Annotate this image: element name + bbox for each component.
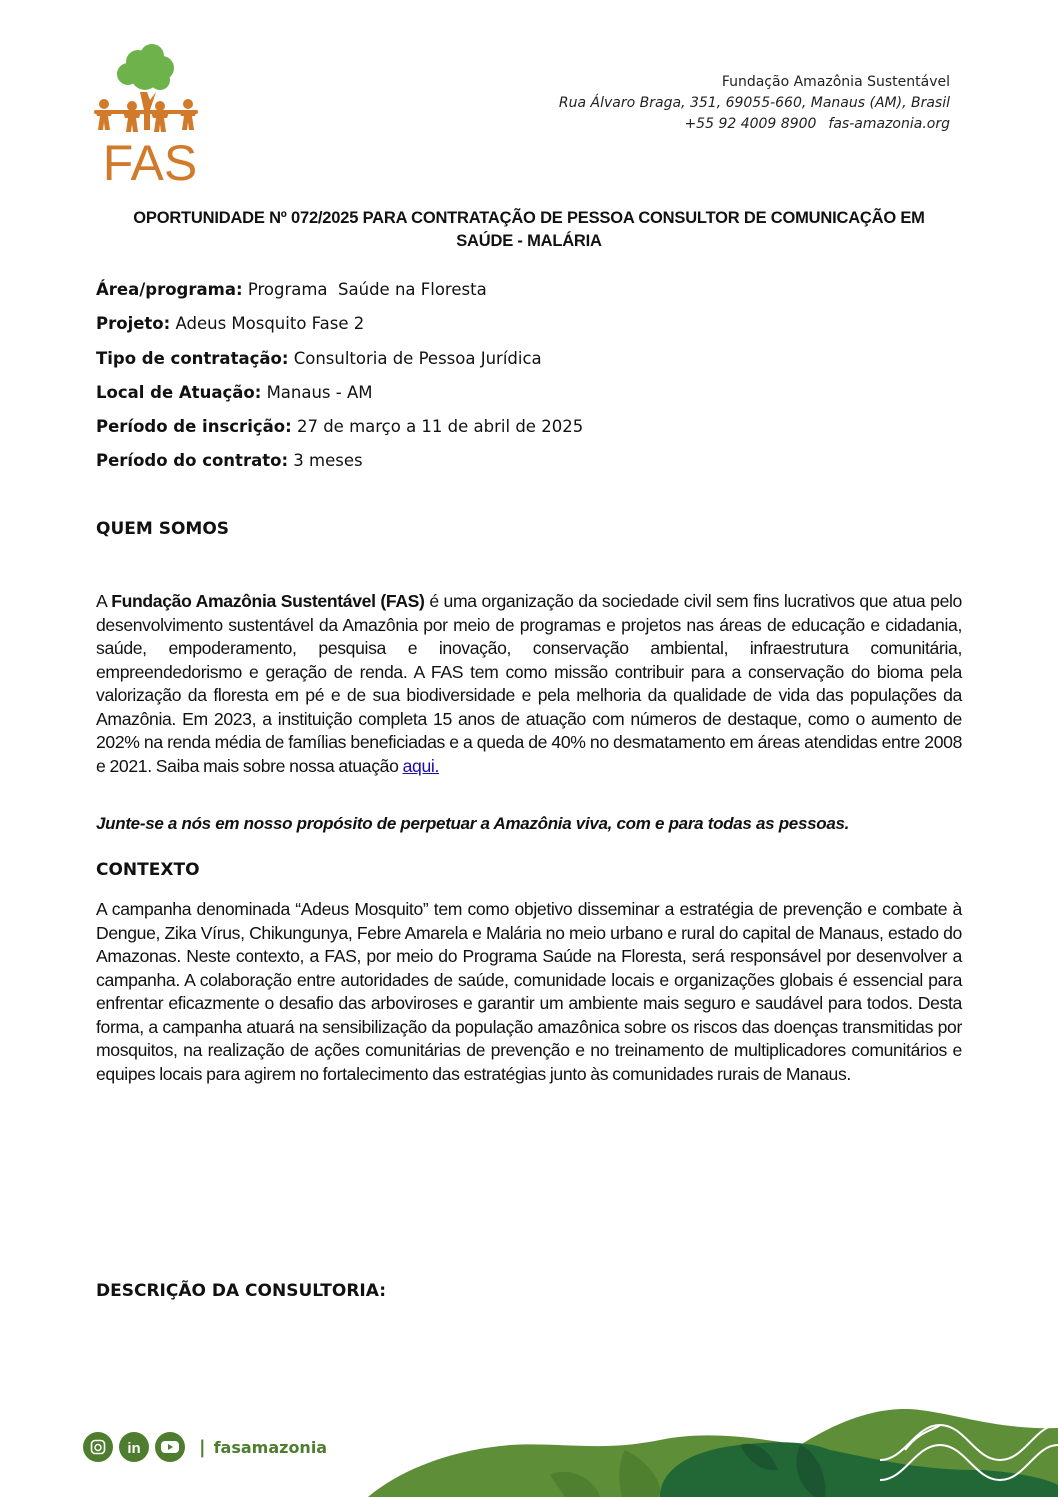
- field-periodo-contrato: [96, 449, 583, 483]
- org-address: Rua Álvaro Braga, 351, 69055-660, Manaus (AM), Brasil: [558, 95, 950, 111]
- document-title-line-1: OPORTUNIDADE Nº 072/2025 PARA CONTRATAÇÃO DE PESSOA CONSULTOR DE COMUNICAÇÃO EM: [133, 209, 925, 227]
- field-label: Período do contrato:: [96, 451, 289, 471]
- linkedin-icon[interactable]: [119, 1432, 149, 1462]
- document-title: [96, 207, 962, 253]
- quem-somos-body: é uma organização da sociedade civil sem fins lucrativos que atua pelo desenvolvimento sustentável da Amazônia por meio de programas e projetos nas áreas de educação e cidadania, saúde, empoderamento, pesquisa e inovação, conservação ambiental, infraestrutura comunitária, empreendedorismo e geração de renda. A FAS tem como missão contribuir para a conservação do bioma pela valorização da floresta em pé e de sua biodiversidade e pela melhoria da qualidade de vida das populações da Amazônia. Em 2023, a instituição completa 15 anos de atuação com números de destaque, como o aumento de 202% na renda média de famílias beneficiadas e a queda de 40% no desmatamento em áreas atendidas entre 2008 e 2021. Saiba mais sobre nossa atuação: [96, 591, 962, 776]
- section-heading-contexto: CONTEXTO: [96, 860, 200, 880]
- footer-separator: |: [199, 1436, 206, 1458]
- field-label: Área/programa:: [96, 280, 243, 299]
- instagram-icon[interactable]: [83, 1432, 113, 1462]
- learn-more-link[interactable]: aqui.: [402, 755, 439, 776]
- field-value: 27 de março a 11 de abril de 2025: [296, 417, 584, 437]
- org-name-bold: Fundação Amazônia Sustentável (FAS): [111, 591, 425, 611]
- motto-text: Junte-se a nós em nosso propósito de perpetuar a Amazônia viva, com e para todas as pessoas.: [96, 814, 850, 833]
- org-name: Fundação Amazônia Sustentável: [721, 74, 950, 90]
- contexto-paragraph: A campanha denominada “Adeus Mosquito” tem como objetivo disseminar a estratégia de prevenção e combate à Dengue, Zika Vírus, Chikungunya, Febre Amarela e Malária no meio urbano e rural do capital de Manaus, estado do Amazonas. Neste contexto, a FAS, por meio do Programa Saúde na Floresta, será responsável por desenvolver a campanha. A colaboração entre autoridades de saúde, comunidade locais e organizações globais é essencial para enfrentar eficazmente o desafio das arboviroses e garantir um ambiente mais seguro e saudável para todos. Desta forma, a campanha atuará na sensibilização da população amazônica sobre os riscos das doenças transmitidas por mosquitos, na realização de ações comunitárias de prevenção e no treinamento de multiplicadores comunitários e equipes locais para agirem no fortalecimento das estratégias junto às comunidades rurais de Manaus.: [96, 899, 962, 1084]
- document-title-line-2: SAÚDE - MALÁRIA: [456, 232, 602, 250]
- fas-logo-graphic: [90, 40, 210, 188]
- section-heading-descricao-consultoria: DESCRIÇÃO DA CONSULTORIA:: [96, 1281, 387, 1301]
- field-tipo-contratacao: [96, 347, 583, 381]
- field-value: Programa Saúde na Floresta: [247, 280, 487, 299]
- field-local-atuacao: [96, 381, 583, 415]
- quem-somos-paragraph: [96, 590, 962, 778]
- footer-decoration: [360, 1390, 1058, 1497]
- field-value: Consultoria de Pessoa Jurídica: [293, 348, 542, 368]
- opportunity-fields: [96, 278, 583, 484]
- field-label: Local de Atuação:: [96, 382, 262, 402]
- footer-social: [83, 1432, 327, 1462]
- section-heading-quem-somos: QUEM SOMOS: [96, 519, 230, 539]
- org-contact-line: [559, 114, 950, 135]
- field-value: Manaus - AM: [266, 382, 373, 402]
- field-projeto: [96, 312, 583, 346]
- svg-text:in: in: [127, 1440, 141, 1455]
- field-area-programa: [96, 278, 583, 312]
- org-phone: +55 92 4009 8900: [684, 116, 817, 132]
- social-handle[interactable]: fasamazonia: [213, 1437, 328, 1457]
- intro-prefix: A: [96, 591, 112, 611]
- fas-logo: [90, 40, 210, 188]
- field-label: Tipo de contratação:: [96, 348, 289, 368]
- field-periodo-inscricao: [96, 415, 583, 449]
- org-contact-header: [559, 72, 950, 135]
- field-label: Período de inscrição:: [96, 417, 292, 437]
- org-website[interactable]: fas-amazonia.org: [828, 116, 950, 132]
- youtube-icon[interactable]: [155, 1432, 185, 1462]
- logo-wordmark: FAS: [102, 135, 198, 188]
- field-label: Projeto:: [96, 314, 171, 334]
- field-value: Adeus Mosquito Fase 2: [175, 314, 365, 334]
- field-value: 3 meses: [293, 451, 363, 471]
